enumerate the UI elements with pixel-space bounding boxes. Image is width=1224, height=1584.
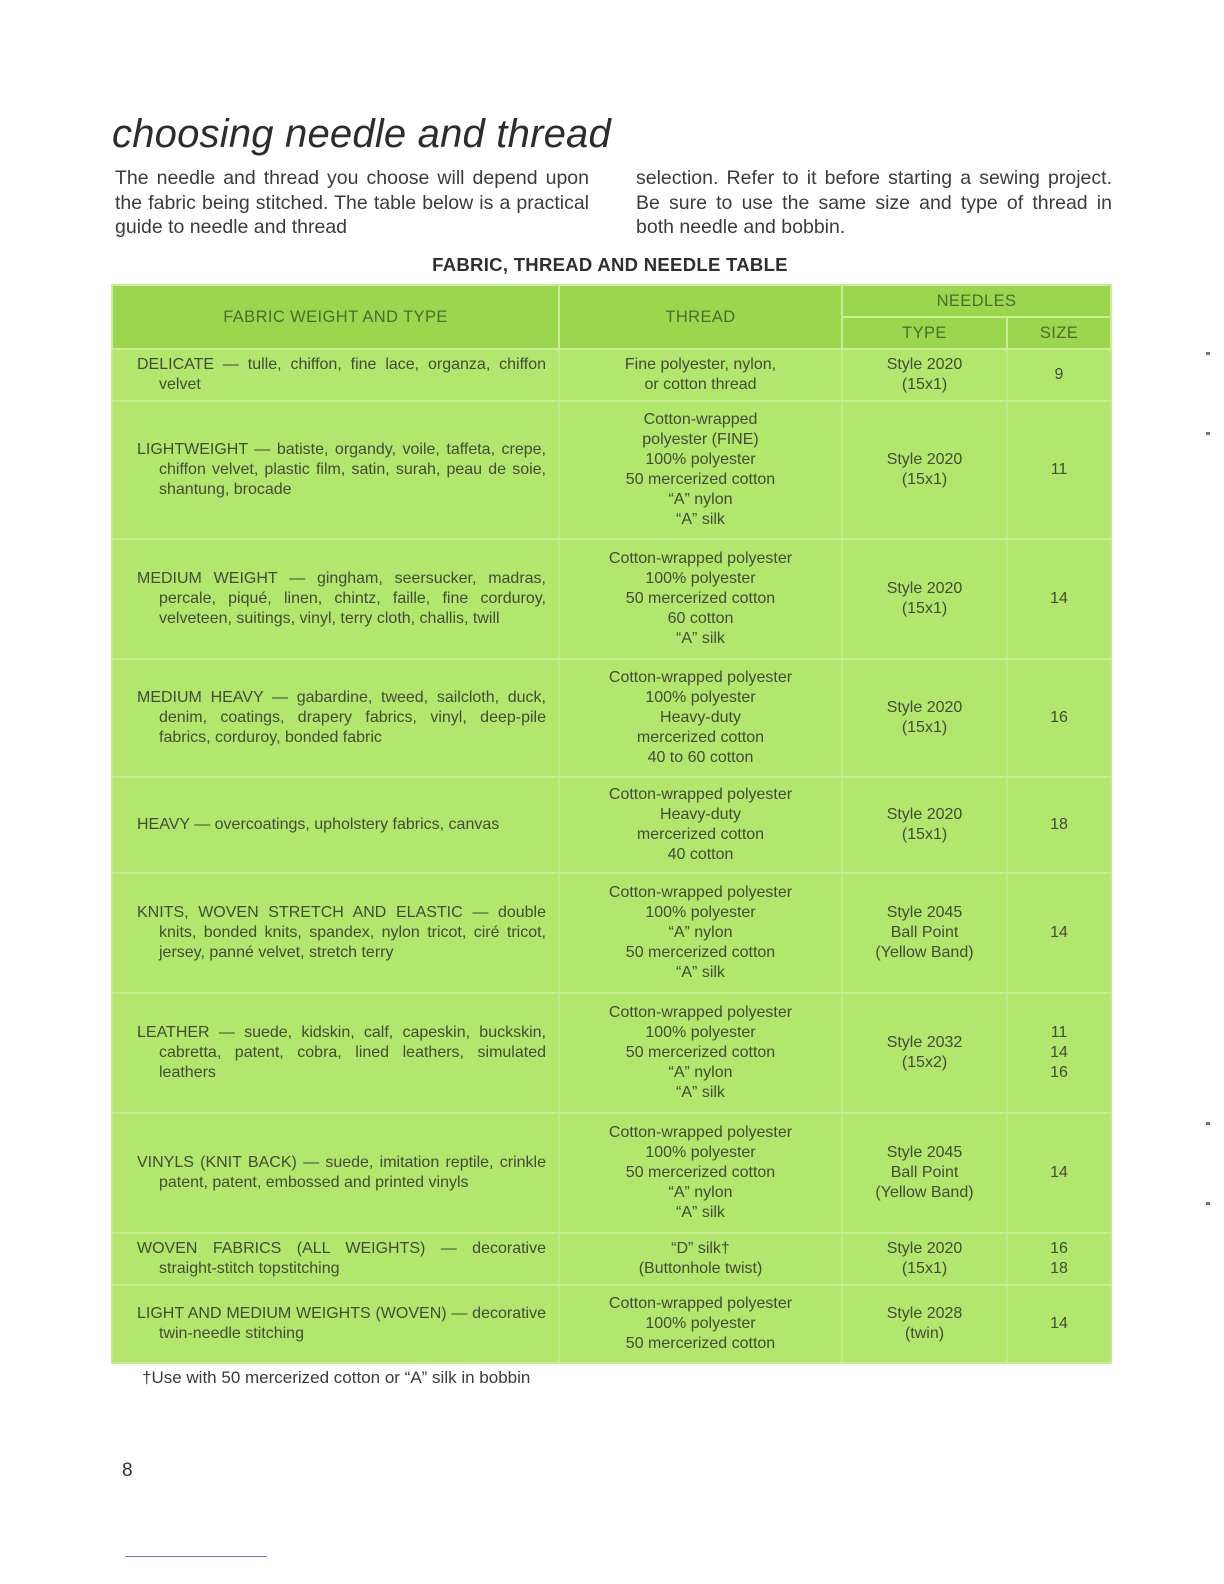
thread-line: 100% polyester [645, 1144, 756, 1161]
needle-size-line: 9 [1054, 366, 1064, 383]
table-row [112, 659, 1111, 777]
header-size: SIZE [1007, 317, 1111, 349]
thread-line: 100% polyester [645, 689, 756, 706]
thread-line: Cotton-wrapped polyester [608, 669, 793, 686]
edge-mark [1206, 1202, 1210, 1205]
needle-type-cell [842, 777, 1007, 873]
table-row [112, 777, 1111, 873]
thread-line: 50 mercerized cotton [625, 471, 776, 488]
needle-size-line: 16 [1050, 1240, 1068, 1257]
fabric-text: LEATHER — suede, kidskin, calf, capeskin, buckskin, cabretta, patent, cobra, lined leathers, simulated leathers [137, 1024, 546, 1081]
edge-mark [1206, 1122, 1210, 1125]
thread-cell [559, 1233, 842, 1285]
needle-type-line: Style 2045 [886, 904, 963, 921]
needle-size-cell [1007, 777, 1111, 873]
thread-line: “A” silk [676, 630, 725, 647]
needle-size-line: 14 [1050, 1164, 1068, 1181]
needle-type-line: (Yellow Band) [875, 944, 974, 961]
fabric-thread-needle-table [111, 284, 1110, 1364]
needle-type-line: Ball Point [890, 924, 959, 941]
fabric-text: WOVEN FABRICS (ALL WEIGHTS) — decorative straight-stitch topstitching [137, 1240, 546, 1277]
thread-line: 50 mercerized cotton [625, 1164, 776, 1181]
intro-paragraph-left: The needle and thread you choose will depend upon the fabric being stitched. The table below is a practical guide to needle and thread [115, 167, 589, 238]
thread-line: “A” nylon [668, 924, 733, 941]
thread-line: 100% polyester [645, 1024, 756, 1041]
needle-size-line: 14 [1050, 924, 1068, 941]
thread-line: “D” silk† [671, 1240, 730, 1257]
needle-type-line: Style 2020 [886, 1240, 963, 1257]
needle-size-line: 14 [1050, 1315, 1068, 1332]
fabric-cell [112, 349, 559, 401]
thread-cell [559, 539, 842, 659]
table-row [112, 993, 1111, 1113]
thread-line: Cotton-wrapped polyester [608, 786, 793, 803]
thread-line: Cotton-wrapped polyester [608, 1124, 793, 1141]
fabric-text: KNITS, WOVEN STRETCH AND ELASTIC — double knits, bonded knits, spandex, nylon tricot, ciré tricot, jersey, panné velvet, stretch terry [137, 904, 546, 961]
table-row [112, 349, 1111, 401]
thread-line: 40 to 60 cotton [647, 749, 754, 766]
thread-line: polyester (FINE) [642, 431, 759, 448]
thread-cell [559, 659, 842, 777]
fabric-text: LIGHT AND MEDIUM WEIGHTS (WOVEN) — decorative twin-needle stitching [137, 1305, 546, 1342]
table-row [112, 1113, 1111, 1233]
needle-type-line: (15x1) [901, 600, 948, 617]
fabric-cell [112, 873, 559, 993]
header-fabric: FABRIC WEIGHT AND TYPE [112, 285, 559, 349]
thread-line: Heavy-duty [660, 806, 741, 823]
thread-line: (Buttonhole twist) [638, 1260, 763, 1277]
needle-type-line: (twin) [904, 1325, 945, 1342]
needle-size-cell [1007, 1113, 1111, 1233]
needle-size-cell [1007, 1233, 1111, 1285]
thread-line: “A” silk [676, 1084, 725, 1101]
needle-type-line: (15x1) [901, 376, 948, 393]
thread-cell [559, 1113, 842, 1233]
thread-line: “A” nylon [668, 1064, 733, 1081]
needle-type-line: Style 2020 [886, 699, 963, 716]
thread-cell [559, 873, 842, 993]
needle-type-cell [842, 401, 1007, 539]
edge-mark [1206, 432, 1210, 435]
thread-line: Cotton-wrapped polyester [608, 884, 793, 901]
needle-size-line: 18 [1050, 816, 1068, 833]
thread-line: Cotton-wrapped polyester [608, 1295, 793, 1312]
thread-line: 100% polyester [645, 904, 756, 921]
needle-type-cell [842, 993, 1007, 1113]
needle-type-cell [842, 873, 1007, 993]
needle-size-line: 14 [1050, 1044, 1068, 1061]
needle-size-cell [1007, 1285, 1111, 1363]
fabric-text: MEDIUM HEAVY — gabardine, tweed, sailcloth, duck, denim, coatings, drapery fabrics, vinyl, deep-pile fabrics, corduroy, bonded fabric [137, 689, 546, 746]
thread-line: “A” silk [676, 1204, 725, 1221]
needle-type-line: Style 2028 [886, 1305, 963, 1322]
fabric-cell [112, 993, 559, 1113]
needle-type-line: (Yellow Band) [875, 1184, 974, 1201]
fabric-text: LIGHTWEIGHT — batiste, organdy, voile, taffeta, crepe, chiffon velvet, plastic film, satin, surah, peau de soie, shantung, brocade [137, 441, 546, 498]
table [111, 284, 1112, 1364]
needle-size-cell [1007, 539, 1111, 659]
thread-cell [559, 401, 842, 539]
edge-mark [1206, 352, 1210, 355]
thread-line: Heavy-duty [660, 709, 741, 726]
intro-paragraph-right: selection. Refer to it before starting a sewing project. Be sure to use the same size and type of thread in both needle and bobbin. [636, 167, 1112, 238]
table-body [112, 349, 1111, 1363]
thread-line: “A” silk [676, 964, 725, 981]
thread-line: 50 mercerized cotton [625, 1335, 776, 1352]
fabric-text: HEAVY — overcoatings, upholstery fabrics, canvas [137, 816, 500, 833]
needle-size-line: 11 [1050, 461, 1068, 478]
thread-line: “A” nylon [668, 491, 733, 508]
thread-line: Cotton-wrapped polyester [608, 550, 793, 567]
needle-type-line: Style 2045 [886, 1144, 963, 1161]
thread-line: mercerized cotton [636, 826, 765, 843]
table-row [112, 1285, 1111, 1363]
needle-type-line: (15x1) [901, 471, 948, 488]
needle-type-line: (15x1) [901, 719, 948, 736]
table-row [112, 401, 1111, 539]
thread-line: Cotton-wrapped [643, 411, 758, 428]
needle-size-line: 16 [1050, 1064, 1068, 1081]
needle-type-line: (15x2) [901, 1054, 948, 1071]
thread-cell [559, 349, 842, 401]
thread-line: Cotton-wrapped polyester [608, 1004, 793, 1021]
needle-type-line: (15x1) [901, 1260, 948, 1277]
header-type: TYPE [842, 317, 1007, 349]
thread-line: mercerized cotton [636, 729, 765, 746]
fabric-text: MEDIUM WEIGHT — gingham, seersucker, madras, percale, piqué, linen, chintz, faille, fine corduroy, velveteen, suitings, vinyl, terry cloth, challis, twill [137, 570, 546, 627]
fabric-cell [112, 1233, 559, 1285]
thread-line: “A” silk [676, 511, 725, 528]
needle-size-line: 14 [1050, 590, 1068, 607]
needle-size-cell [1007, 659, 1111, 777]
needle-size-cell [1007, 873, 1111, 993]
needle-size-line: 18 [1050, 1260, 1068, 1277]
thread-line: 50 mercerized cotton [625, 944, 776, 961]
needle-type-cell [842, 659, 1007, 777]
needle-size-cell [1007, 993, 1111, 1113]
thread-line: 100% polyester [645, 451, 756, 468]
fabric-cell [112, 539, 559, 659]
thread-line: 100% polyester [645, 1315, 756, 1332]
page-rule [125, 1556, 267, 1557]
needle-type-cell [842, 1285, 1007, 1363]
needle-size-cell [1007, 401, 1111, 539]
fabric-cell [112, 777, 559, 873]
thread-line: Fine polyester, nylon, [624, 356, 777, 373]
thread-line: 50 mercerized cotton [625, 590, 776, 607]
thread-line: 40 cotton [667, 846, 734, 863]
needle-type-cell [842, 539, 1007, 659]
needle-type-line: Style 2020 [886, 451, 963, 468]
fabric-text: DELICATE — tulle, chiffon, fine lace, organza, chiffon velvet [137, 356, 546, 393]
needle-type-line: Style 2020 [886, 580, 963, 597]
needle-size-line: 11 [1050, 1024, 1068, 1041]
fabric-cell [112, 1113, 559, 1233]
fabric-text: VINYLS (KNIT BACK) — suede, imitation reptile, crinkle patent, patent, embossed and printed vinyls [137, 1154, 546, 1191]
header-needles: NEEDLES [842, 285, 1111, 317]
page-title: choosing needle and thread [112, 112, 611, 156]
needle-size-cell [1007, 349, 1111, 401]
header-thread: THREAD [559, 285, 842, 349]
needle-type-line: Style 2032 [886, 1034, 963, 1051]
table-row [112, 873, 1111, 993]
needle-size-line: 16 [1050, 709, 1068, 726]
fabric-cell [112, 659, 559, 777]
fabric-cell [112, 1285, 559, 1363]
table-row [112, 1233, 1111, 1285]
thread-line: “A” nylon [668, 1184, 733, 1201]
needle-type-line: (15x1) [901, 826, 948, 843]
thread-cell [559, 993, 842, 1113]
needle-type-cell [842, 1233, 1007, 1285]
thread-line: 50 mercerized cotton [625, 1044, 776, 1061]
needle-type-line: Style 2020 [886, 806, 963, 823]
table-row [112, 539, 1111, 659]
page-number: 8 [122, 1460, 133, 1481]
table-title: FABRIC, THREAD AND NEEDLE TABLE [432, 254, 788, 275]
thread-line: or cotton thread [644, 376, 757, 393]
needle-type-line: Style 2020 [886, 356, 963, 373]
thread-cell [559, 1285, 842, 1363]
footnote: †Use with 50 mercerized cotton or “A” silk in bobbin [142, 1368, 531, 1387]
thread-line: 100% polyester [645, 570, 756, 587]
needle-type-line: Ball Point [890, 1164, 959, 1181]
thread-line: 60 cotton [667, 610, 734, 627]
fabric-cell [112, 401, 559, 539]
needle-type-cell [842, 349, 1007, 401]
needle-type-cell [842, 1113, 1007, 1233]
thread-cell [559, 777, 842, 873]
